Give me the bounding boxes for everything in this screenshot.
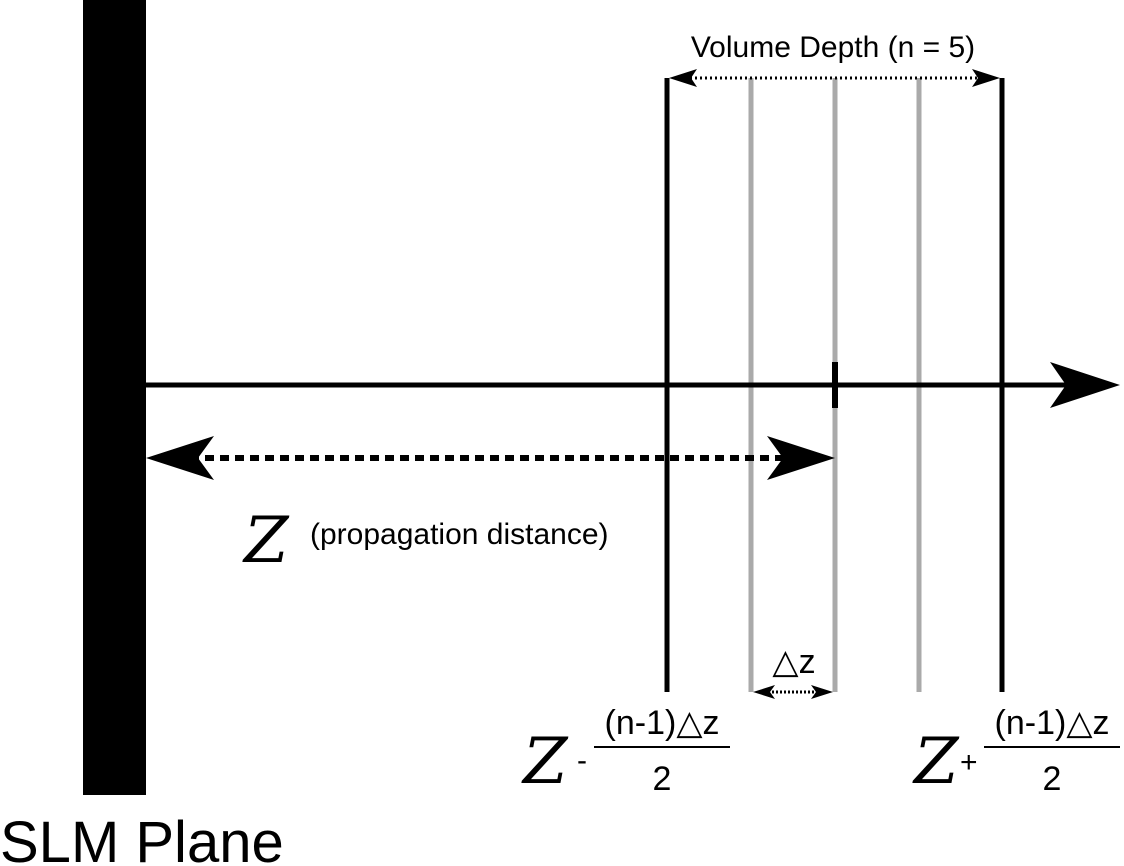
lower-bound-denominator: 2 [652,760,672,798]
propagation-distance-label: (propagation distance) [310,518,609,551]
slm-plane-label: SLM Plane [0,810,284,866]
z-symbol-propagation: Z [244,504,289,578]
lower-bound-z-symbol: Z [523,725,568,799]
delta-z-arrowhead-left [753,685,775,699]
slm-plane-bar [83,0,146,795]
upper-bound-denominator: 2 [1042,760,1062,798]
lower-bound-operator: - [577,744,587,777]
upper-bound-numerator: (n-1)△z [994,704,1110,742]
volume-depth-arrowhead-left [669,69,697,87]
upper-bound-z-symbol: Z [914,725,959,799]
upper-bound-operator: + [960,746,978,779]
propagation-arrowhead-left [146,436,214,480]
delta-z-label: △z [772,643,816,681]
lower-bound-numerator: (n-1)△z [604,704,720,742]
delta-z-arrowhead-right [811,685,833,699]
volume-depth-label: Volume Depth (n = 5) [690,31,976,64]
